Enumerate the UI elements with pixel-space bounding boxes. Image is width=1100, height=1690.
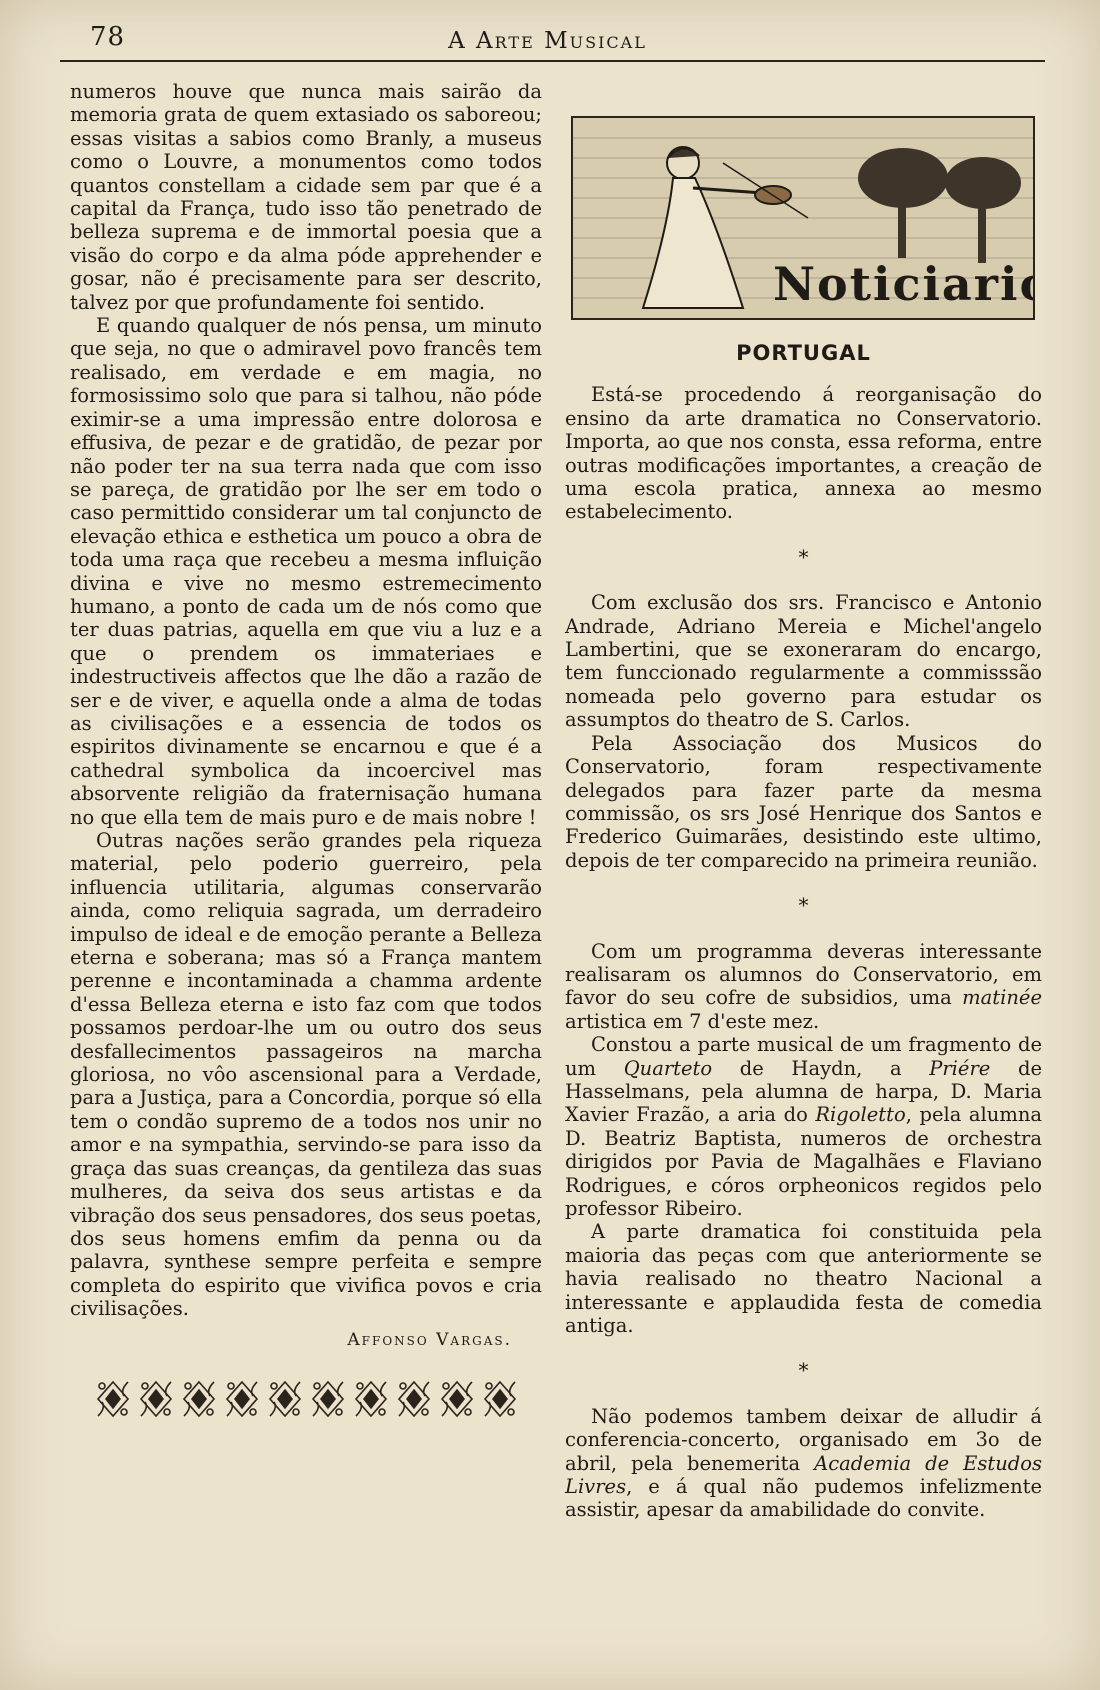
- asterism: *: [798, 893, 809, 918]
- page-number: 78: [90, 22, 126, 52]
- section-title: PORTUGAL: [736, 341, 871, 365]
- ornament-icon: [266, 1378, 304, 1420]
- italic-title: matinée: [962, 986, 1042, 1010]
- news-item: Pela Associação dos Musicos do Conservatorio, foram respectivamente delegados para fazer parte da mesma commissão, os srs José Henrique dos Santos e Frederico Guimarães, desistindo este ultimo, depois de ter comparecido na primeira reunião.: [565, 731, 1042, 872]
- ornament-icon: [94, 1378, 132, 1420]
- news-item: A parte dramatica foi constituida pela maioria das peças com que anteriormente se havia realisado no theatro Nacional a interessante e applaudida festa de comedia antiga.: [565, 1220, 1042, 1338]
- text-run: Com um programma deveras interessante realisaram os alumnos do Conservatorio, em favor do seu cofre de subsidios, uma: [565, 939, 1042, 1010]
- ornament-icon: [180, 1378, 218, 1420]
- author-signature: Affonso Vargas.: [347, 1329, 512, 1350]
- text-run: de Hasselmans, pela alumna de harpa, D. Maria Xavier Frazão, a aria do: [565, 1056, 1042, 1127]
- text-run: artistica em 7 d'este mez.: [565, 1009, 820, 1033]
- right-column: [565, 80, 1042, 1522]
- ornament-icon: [352, 1378, 390, 1420]
- banner-title: Noticiario: [773, 257, 1033, 311]
- italic-title: Rigoletto: [815, 1103, 906, 1127]
- ornament-icon: [137, 1378, 175, 1420]
- italic-title: Academia de Estudos Livres: [565, 1451, 1042, 1499]
- ornament-icon: [309, 1378, 347, 1420]
- ornamental-divider: [70, 1378, 542, 1420]
- italic-title: Quarteto: [623, 1056, 713, 1080]
- news-item: [565, 940, 1042, 1034]
- violinist-illustration-icon: [573, 118, 1033, 318]
- paragraph: E quando qualquer de nós pensa, um minuto que seja, no que o admiravel povo francês tem realisado, em verdade e em magia, no formosissimo solo que para si talhou, não póde eximir-se a uma impressão entre dolorosa e effusiva, de pezar e de gratidão, de pezar por não poder ter na sua terra nada que com isso se pareça, de gratidão por lhe ser em todo o caso permittido considerar um tal conjuncto de elevação ethica e esthetica um pouco a obra de toda uma raça que recebeu a mesma influição divina e vive no mesmo estremecimento humano, a ponto de cada um de nós como que ter duas patrias, aquella em que viu a luz e a que o prendem os immateriaes e indestructiveis affectos que lhe dão a razão de ser e de viver, e aquella onde a alma de todas as civilisações e a essencia de todos os espiritos divinamente se encarnou e que é a cathedral symbolica da incoercivel mas absorvente religião da fraternisação humana no que ella tem de mais puro e de mais nobre !: [70, 314, 542, 829]
- text-run: Constou a parte musical de um fragmento de um: [565, 1033, 1042, 1080]
- noticiario-banner: [571, 116, 1035, 320]
- text-run: , pela alumna D. Beatriz Baptista, numeros de orchestra dirigidos por Pavia de Magalhães e Flaviano Rodrigues, e córos orpheonicos regidos pelo professor Ribeiro.: [565, 1103, 1043, 1220]
- asterism: *: [798, 1358, 809, 1383]
- text-run: Não podemos tambem deixar de alludir á conferencia-concerto, organisado em 3o de abril, pela benemerita: [565, 1404, 1042, 1475]
- running-title: A Arte Musical: [448, 28, 647, 54]
- italic-title: Priére: [929, 1056, 991, 1080]
- text-run: , e á qual não pudemos infelizmente assistir, apesar da amabilidade do convite.: [565, 1475, 1042, 1522]
- header-rule: [60, 60, 1045, 62]
- paragraph: Outras nações serão grandes pela riqueza material, pelo poderio guerreiro, pela influencia utilitaria, algumas conservarão ainda, como reliquia sagrada, um derradeiro impulso de ideal e de emoção perante a Belleza eterna e soberana; mas só a França mantem perenne e incontaminada a chamma ardente d'essa Belleza eterna e isto faz com que todos possamos perdoar-lhe um ou outro dos seus desfallecimentos passageiros na marcha gloriosa, no vôo ascensional para a Verdade, para a Justiça, para a Concordia, porque só ella tem o condão supremo de a todos nos unir no amor e na sympathia, servindo-se para isso da graça das suas creanças, da gentileza das suas mulheres, da seiva dos seus artistas e da vibração dos seus pensadores, dos seus poetas, dos seus homens emfim da penna ou da palavra, synthese sempre perfeita e sempre completa do espirito que vivifica povos e cria civilisações.: [70, 829, 542, 1321]
- asterism: *: [798, 544, 809, 569]
- ornament-icon: [438, 1378, 476, 1420]
- news-item: [565, 1033, 1042, 1220]
- ornament-icon: [481, 1378, 519, 1420]
- page-header: [60, 14, 1035, 54]
- news-item: [565, 1405, 1042, 1522]
- left-column: [70, 80, 542, 1420]
- paragraph: numeros houve que nunca mais sairão da memoria grata de quem extasiado os saboreou; essas visitas a sabios como Branly, a museus como o Louvre, a monumentos como todos quantos constellam a cidade sem par que é a capital da França, tudo isso tão penetrado de belleza suprema e de immortal poesia que a visão do corpo e da alma póde apprehender e gosar, não é precisamente para ser descrito, talvez por que profundamente foi sentido.: [70, 80, 542, 314]
- news-item: Está-se procedendo á reorganisação do ensino da arte dramatica no Conservatorio. Importa, ao que nos consta, essa reforma, entre outras modificações importantes, a creação de uma escola pratica, annexa ao mesmo estabelecimento.: [565, 383, 1042, 524]
- text-run: de Haydn, a: [712, 1056, 930, 1080]
- ornament-icon: [223, 1378, 261, 1420]
- news-item: Com exclusão dos srs. Francisco e Antonio Andrade, Adriano Mereia e Michel'angelo Lambertini, que se exoneraram do encargo, tem funccionado regularmente a commisssão nomeada pelo governo para estudar os assumptos do theatro de S. Carlos.: [565, 591, 1042, 732]
- ornament-icon: [395, 1378, 433, 1420]
